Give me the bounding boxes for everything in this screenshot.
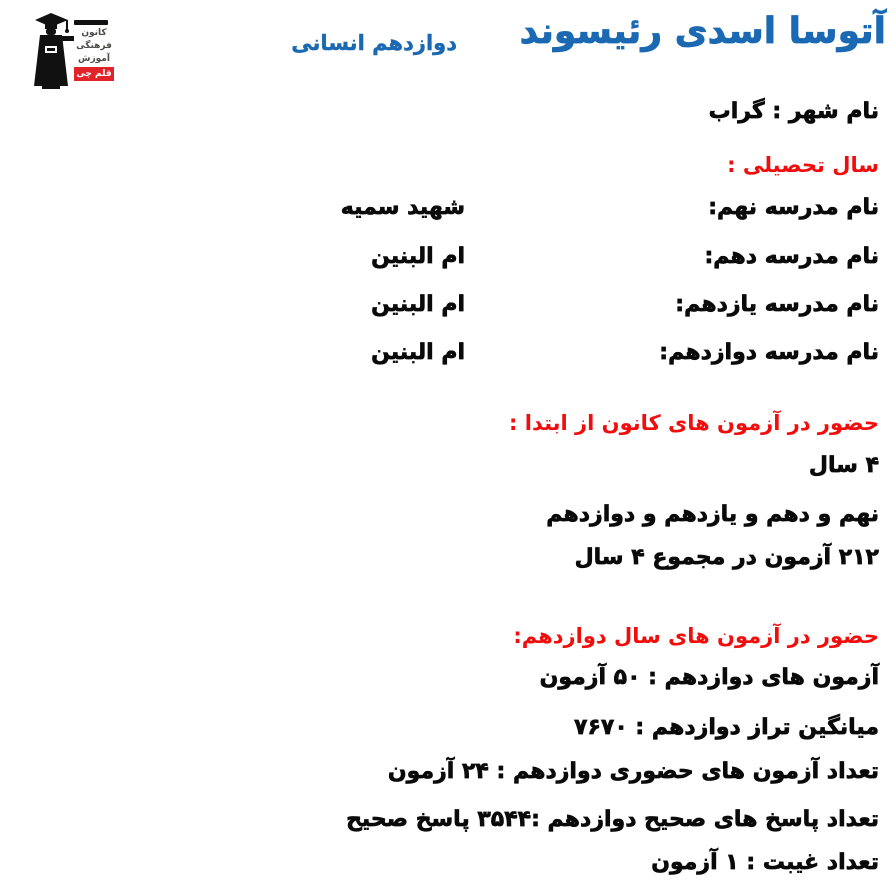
attendance-exams-total: ۲۱۲ آزمون در مجموع ۴ سال [574,545,879,570]
school-value-grade9: شهید سمیه [340,195,465,220]
school-label-grade11: نام مدرسه یازدهم: [675,292,879,317]
school-label-grade9: نام مدرسه نهم: [708,195,879,220]
pen-bar-icon [74,20,108,25]
city-line: نام شهر : گراب [708,99,879,124]
attendance-grades-list: نهم و دهم و یازدهم و دوازدهم [546,502,879,527]
student-name: آتوسا اسدی رئیسوند [519,11,886,52]
grade-field-label: دوازدهم انسانی [291,31,457,55]
kanoon-logo [28,8,114,92]
attendance-total-heading: حضور در آزمون های کانون از ابتدا : [509,411,879,435]
graduate-figure-icon [28,8,74,90]
school-value-grade10: ام البنین [371,244,465,269]
school-value-grade12: ام البنین [371,340,465,365]
logo-word-farhangi: فرهنگی [76,41,112,51]
school-row-grade11 [10,289,879,321]
grade12-average-score: میانگین تراز دوازدهم : ۷۶۷۰ [574,715,879,740]
school-row-grade10 [10,241,879,273]
school-row-grade9 [10,192,879,224]
school-row-grade12 [10,337,879,369]
grade12-absences: تعداد غیبت : ۱ آزمون [651,850,879,875]
attendance-years-count: ۴ سال [808,453,879,478]
grade12-correct-answers: تعداد پاسخ های صحیح دوازدهم :۳۵۴۴ پاسخ صحیح [346,807,879,832]
grade12-inperson-exams: تعداد آزمون های حضوری دوازدهم : ۲۴ آزمون [387,759,879,784]
school-year-label: سال تحصیلی : [727,153,879,177]
logo-word-kanoon: کانون [81,28,107,38]
school-value-grade11: ام البنین [371,292,465,317]
grade12-exams-count: آزمون های دوازدهم : ۵۰ آزمون [539,665,879,690]
school-label-grade10: نام مدرسه دهم: [704,244,879,269]
logo-word-amoozesh: آموزش [78,54,110,64]
ghalamchi-badge: قلم چی [74,67,114,81]
school-label-grade12: نام مدرسه دوازدهم: [659,340,879,365]
grade12-heading: حضور در آزمون های سال دوازدهم: [513,624,879,648]
logo-text-column [74,20,114,81]
